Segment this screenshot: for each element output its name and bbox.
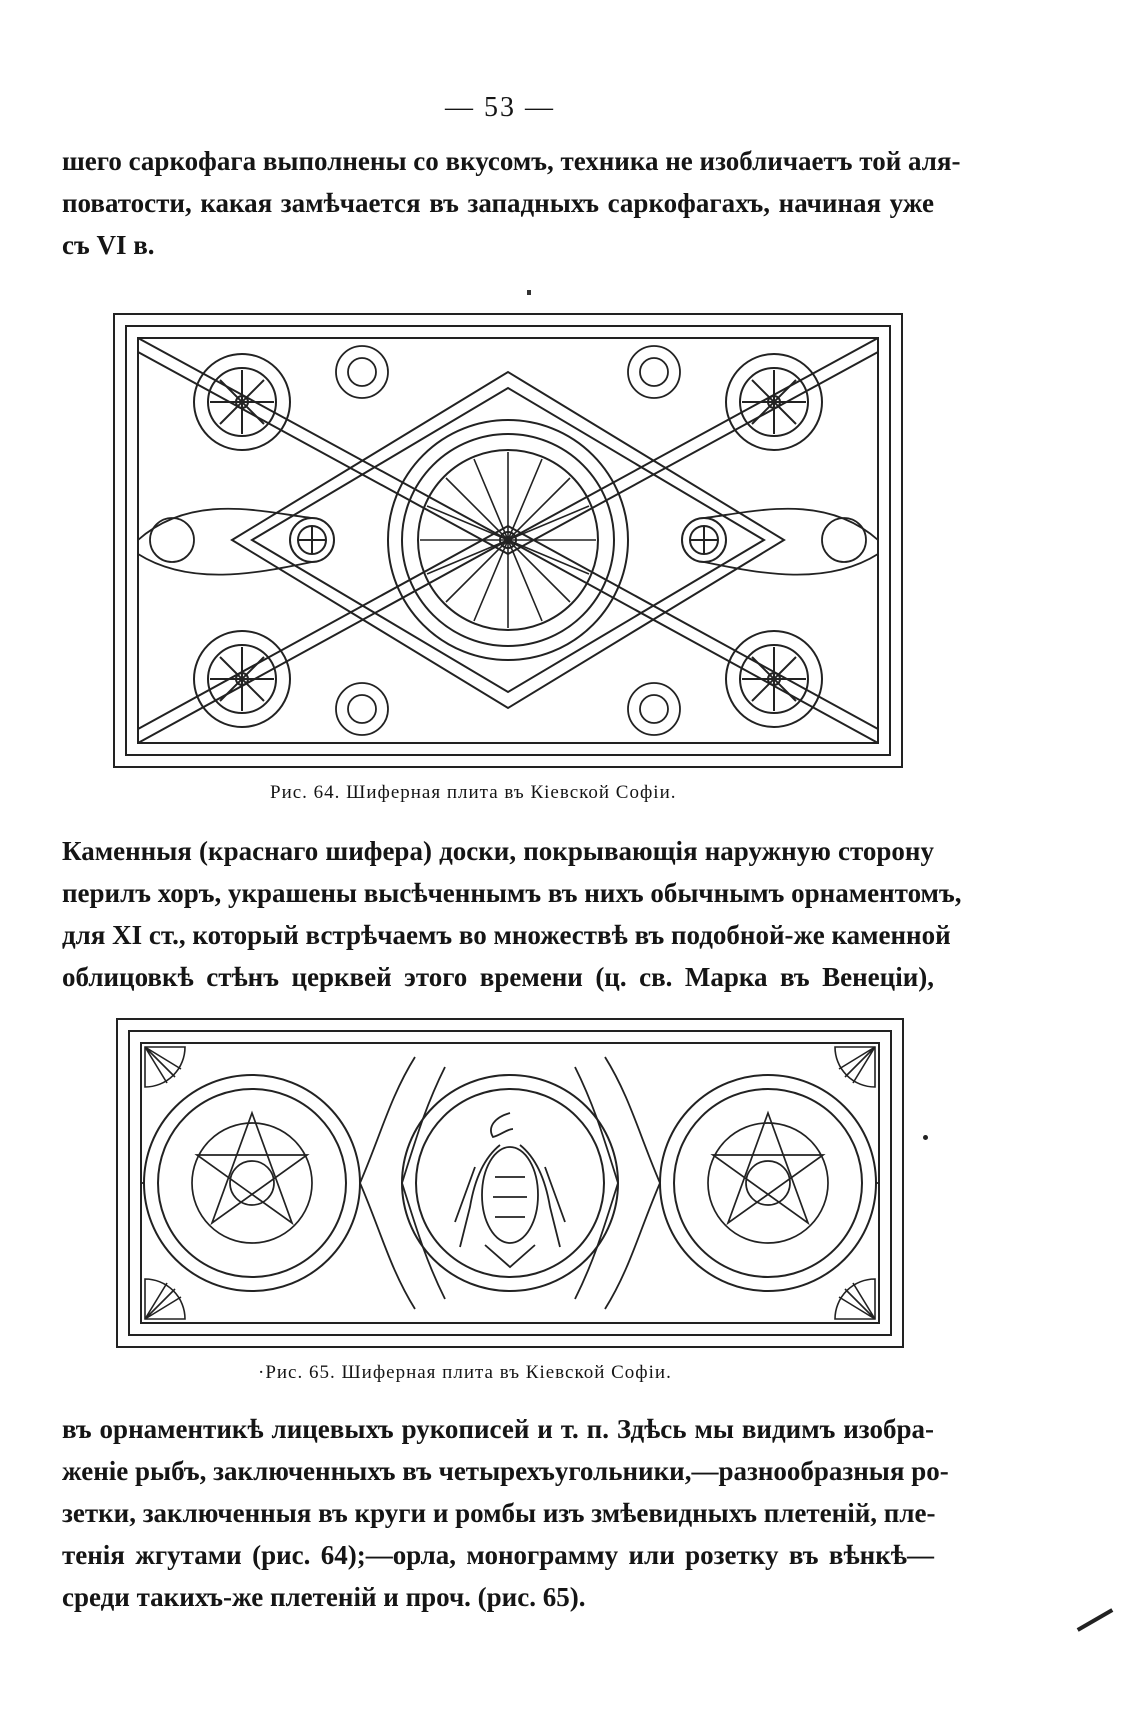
figure-64-caption: Рис. 64. Шиферная плита въ Кіевской Софіи. [270,782,677,803]
figure-65-illustration [115,1017,905,1349]
stray-mark [527,290,531,295]
text-line: для XI ст., который встрѣчаемъ во множествѣ въ подобной-же каменной [62,920,951,950]
text-line: съ VI в. [62,230,155,260]
text-line: въ орнаментикѣ лицевыхъ рукописей и т. п. Здѣсь мы видимъ изобра- [62,1414,934,1444]
stray-mark [923,1135,928,1140]
text-line: Каменныя (краснаго шифера) доски, покрывающія наружную сторону [62,836,934,866]
text-line: женіе рыбъ, заключенныхъ въ четырехъугольники,—разнообразныя ро- [62,1456,949,1486]
paragraph-3 [62,1408,949,1618]
figure-65-caption: ·Рис. 65. Шиферная плита въ Кіевской Софіи. [258,1362,672,1383]
text-line: тенія жгутами (рис. 64);—орла, монограмму или розетку въ вѣнкѣ— [62,1540,934,1570]
text-line: шего саркофага выполнены со вкусомъ, техника не изобличаетъ той аля- [62,146,961,176]
figure-64-illustration [112,312,904,769]
text-line: среди такихъ-же плетеній и проч. (рис. 65). [62,1582,586,1612]
stray-mark [1077,1608,1114,1631]
paragraph-1 [62,140,961,266]
paragraph-2 [62,830,962,998]
text-line: перилъ хоръ, украшены высѣченнымъ въ нихъ обычнымъ орнаментомъ, [62,878,962,908]
text-line: зетки, заключенныя въ круги и ромбы изъ змѣевидныхъ плетеній, пле- [62,1498,936,1528]
text-line: поватости, какая замѣчается въ западныхъ саркофагахъ, начиная уже [62,188,934,218]
page-number: — 53 — [445,92,555,123]
text-line: облицовкѣ стѣнъ церквей этого времени (ц. св. Марка въ Венеціи), [62,962,934,992]
